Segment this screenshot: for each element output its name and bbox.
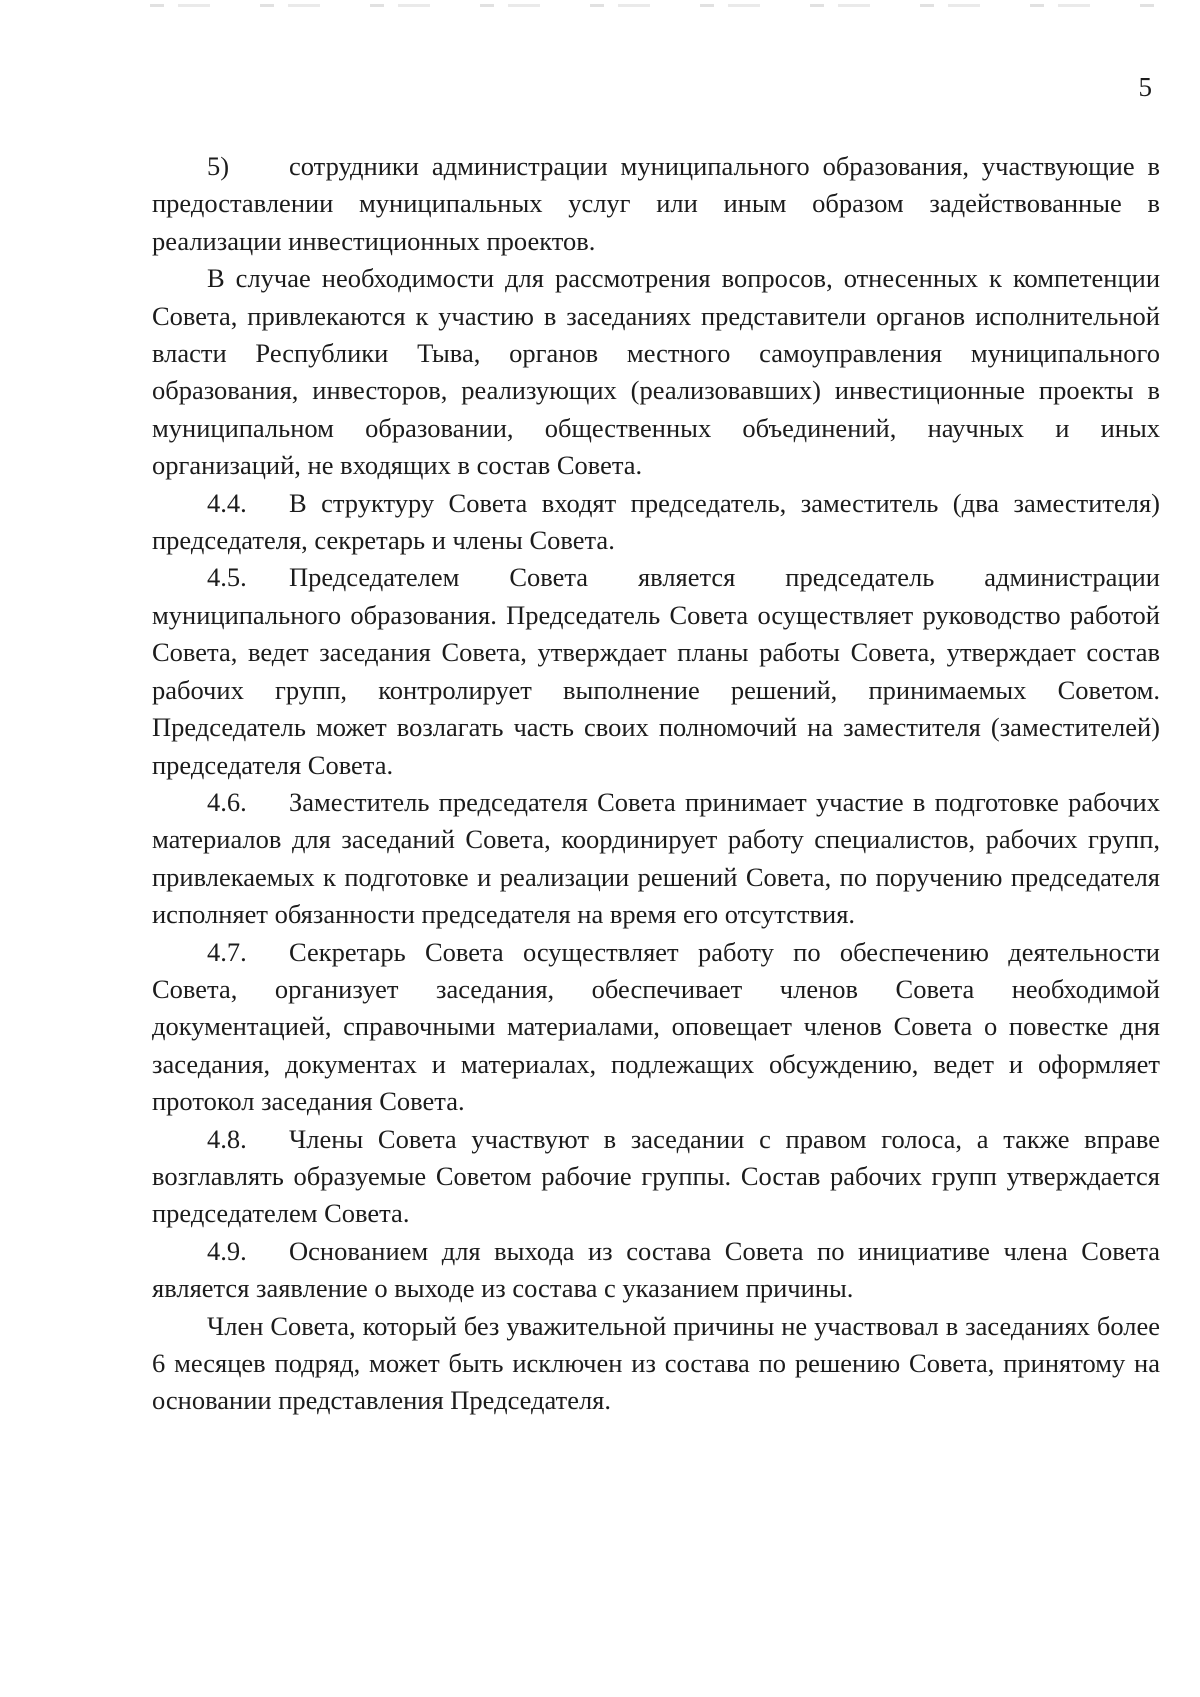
document-body bbox=[152, 148, 1160, 1420]
paragraph-text: В структуру Совета входят председатель, заместитель (два заместителя) председателя, секретарь и члены Совета. bbox=[152, 487, 1160, 556]
paragraph-number: 5) bbox=[207, 151, 230, 181]
paragraph-text: В случае необходимости для рассмотрения вопросов, отнесенных к компетенции Совета, привлекаются к участию в заседаниях представители органов исполнительной власти Республики Тыва, органов местного самоуправления муниципального образования, инвесторов, реализующих (реализовавших) инвестиционные проекты в муниципальном образовании, общественных объединений, научных и иных организаций, не входящих в состав Совета. bbox=[152, 263, 1160, 481]
paragraph-text: Члены Совета участвуют в заседании с правом голоса, а также вправе возглавлять образуемые Советом рабочие группы. Состав рабочих групп утверждается председателем Совета. bbox=[152, 1123, 1160, 1229]
page-number: 5 bbox=[1138, 72, 1152, 102]
paragraph-text: Заместитель председателя Совета принимает участие в подготовке рабочих материалов для заседаний Совета, координирует работу специалистов, рабочих групп, привлекаемых к подготовке и реализации решений Совета, по поручению председателя исполняет обязанности председателя на время его отсутствия. bbox=[152, 786, 1160, 930]
scan-artifact-line bbox=[150, 4, 1160, 7]
paragraph-invited-participants bbox=[152, 260, 1160, 484]
paragraph-number: 4.6. bbox=[207, 786, 247, 817]
paragraph-text: Член Совета, который без уважительной причины не участвовал в заседаниях более 6 месяцев подряд, может быть исключен из состава по решению Совета, принятому на основании представления Председателя. bbox=[152, 1310, 1160, 1416]
paragraph-number: 4.4. bbox=[207, 487, 247, 518]
paragraph-text: Секретарь Совета осуществляет работу по обеспечению деятельности Совета, организует заседания, обеспечивает членов Совета необходимой документацией, справочными материалами, оповещает членов Совета о повестке дня заседания, документах и материалах, подлежащих обсуждению, ведет и оформляет протокол заседания Совета. bbox=[152, 936, 1160, 1117]
paragraph-4-6 bbox=[152, 784, 1160, 934]
paragraph-text: Основанием для выхода из состава Совета по инициативе члена Совета является заявление о выходе из состава с указанием причины. bbox=[152, 1235, 1160, 1304]
paragraph-5-staff bbox=[152, 148, 1160, 260]
paragraph-text: сотрудники администрации муниципального образования, участвующие в предоставлении муниципальных услуг или иным образом задействованные в реализации инвестиционных проектов. bbox=[152, 151, 1160, 256]
paragraph-4-8 bbox=[152, 1121, 1160, 1233]
paragraph-4-5 bbox=[152, 559, 1160, 783]
paragraph-number: 4.7. bbox=[207, 936, 247, 967]
paragraph-4-4 bbox=[152, 485, 1160, 560]
paragraph-number: 4.5. bbox=[207, 562, 247, 593]
paragraph-number: 4.9. bbox=[207, 1235, 247, 1266]
paragraph-text: Председателем Совета является председатель администрации муниципального образования. Председатель Совета осуществляет руководство работой Совета, ведет заседания Совета, утверждает планы работы Совета, утверждает состав рабочих групп, контролирует выполнение решений, принимаемых Советом. Председатель может возлагать часть своих полномочий на заместителя (заместителей) председателя Совета. bbox=[152, 562, 1160, 780]
paragraph-member-exclusion bbox=[152, 1308, 1160, 1420]
paragraph-4-7 bbox=[152, 934, 1160, 1121]
paragraph-number: 4.8. bbox=[207, 1123, 247, 1154]
paragraph-4-9 bbox=[152, 1233, 1160, 1308]
